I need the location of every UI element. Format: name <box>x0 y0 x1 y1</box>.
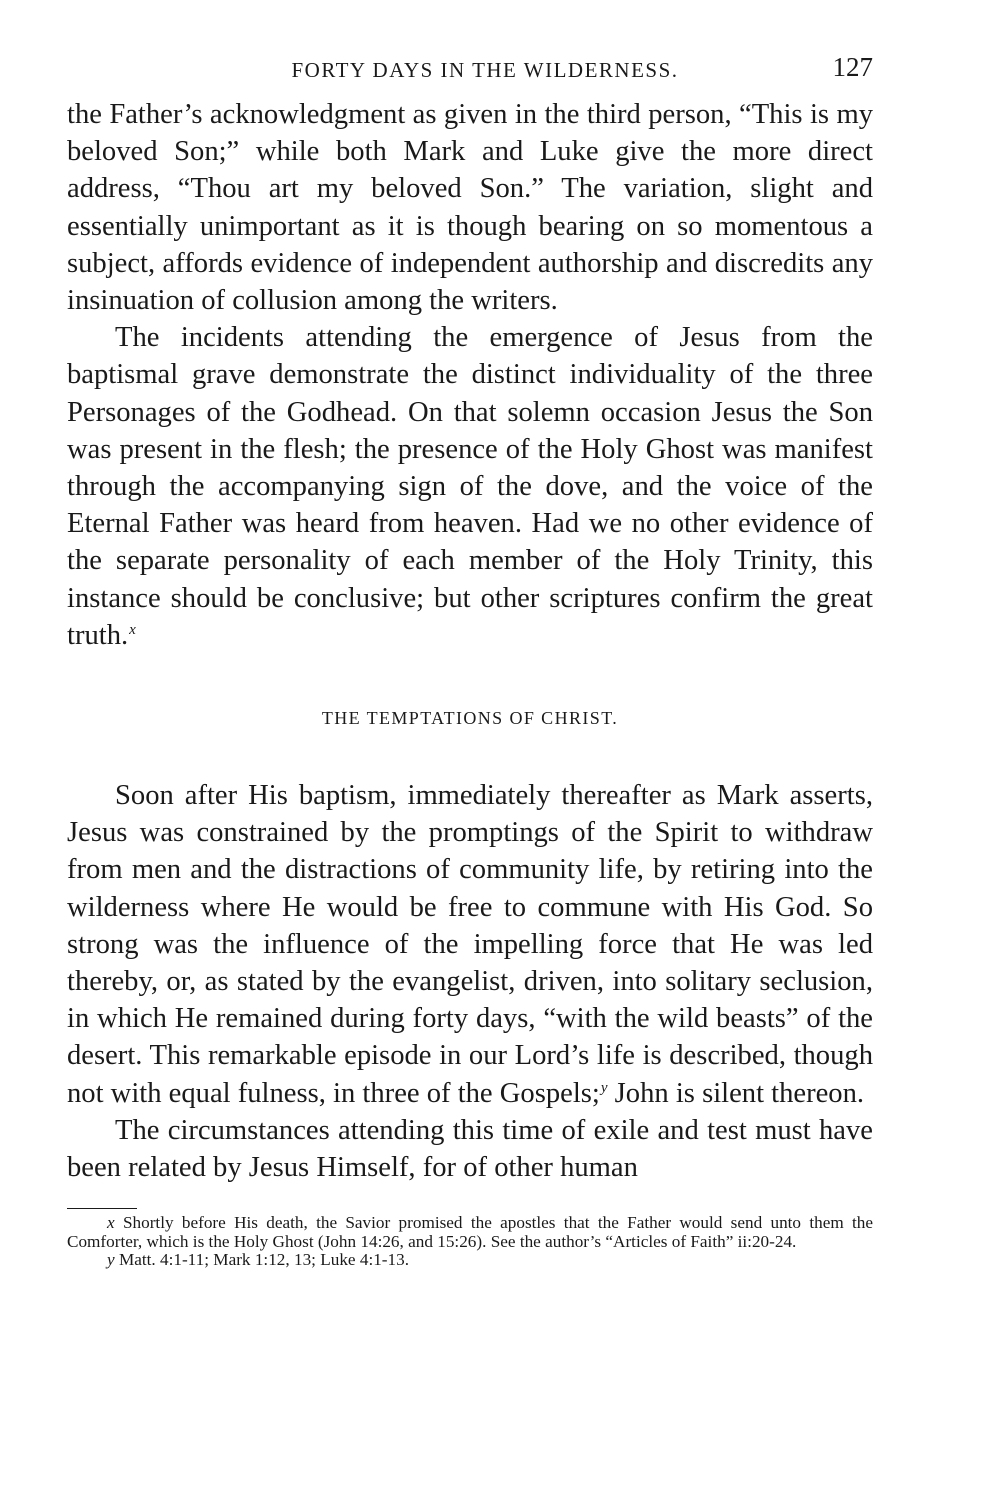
footnote-ref-x: x <box>129 621 136 638</box>
running-head <box>67 52 873 96</box>
footnote-y-text: Matt. 4:1-11; Mark 1:12, 13; Luke 4:1-13. <box>118 1250 410 1270</box>
page-number: 127 <box>832 52 873 82</box>
footnote-ref-y: y <box>600 1079 608 1096</box>
footnote-x-text: Shortly before His death, the Savior promised the apostles that the Father would send unto them the Comforter, which is the Holy Ghost (John 14:26, and 15:26). See the author’s “Articles of Faith” ii:20-24. <box>67 1213 874 1251</box>
footnote-x <box>67 1214 873 1251</box>
running-title: FORTY DAYS IN THE WILDERNESS. <box>291 58 679 82</box>
paragraph-exile: The circumstances attending this time of exile and test must have been related by Jesus Himself, for of other human <box>67 1114 873 1184</box>
paragraph-temptation-end: John is silent thereon. <box>607 1077 865 1109</box>
footnote-y-mark: y <box>107 1250 115 1270</box>
paragraph-godhead <box>67 319 873 654</box>
section-heading: THE TEMPTATIONS OF CHRIST. <box>321 708 619 729</box>
footnote-y <box>67 1251 873 1270</box>
book-page <box>67 52 873 1270</box>
paragraph-continued: the Father’s acknowledgment as given in the third person, “This is my beloved Son;” while both Mark and Luke give the more direct address, “Thou art my beloved Son.” The variation, slight and essentially unimportant as it is though bearing on so momentous a subject, affords evidence of independent authorship and discredits any insinuation of collusion among the writers. <box>67 99 873 317</box>
footnote-divider <box>67 1208 137 1209</box>
body-text <box>67 96 873 1186</box>
paragraph-temptation <box>67 777 873 1112</box>
footnotes <box>67 1214 873 1270</box>
footnote-x-mark: x <box>107 1213 115 1233</box>
paragraph-temptation-text: Soon after His baptism, immediately thereafter as Mark asserts, Jesus was constrained by the promptings of the Spirit to withdraw from men and the distractions of community life, by retiring into the wilderness where He would be free to commune with His God. So strong was the influence of the impelling force that He was led thereby, or, as stated by the evangelist, driven, into solitary seclusion, in which He remained during forty days, “with the wild beasts” of the desert. This remarkable episode in our Lord’s life is described, though not with equal fulness, in three of the Gospels; <box>67 780 873 1109</box>
paragraph-godhead-text: The incidents attending the emergence of Jesus from the baptismal grave demonstrate the distinct individuality of the three Personages of the Godhead. On that solemn occasion Jesus the Son was present in the flesh; the presence of the Holy Ghost was manifest through the accompanying sign of the dove, and the voice of the Eternal Father was heard from heaven. Had we no other evidence of the separate personality of each member of the Holy Trinity, this instance should be conclusive; but other scriptures confirm the great truth. <box>67 322 873 651</box>
